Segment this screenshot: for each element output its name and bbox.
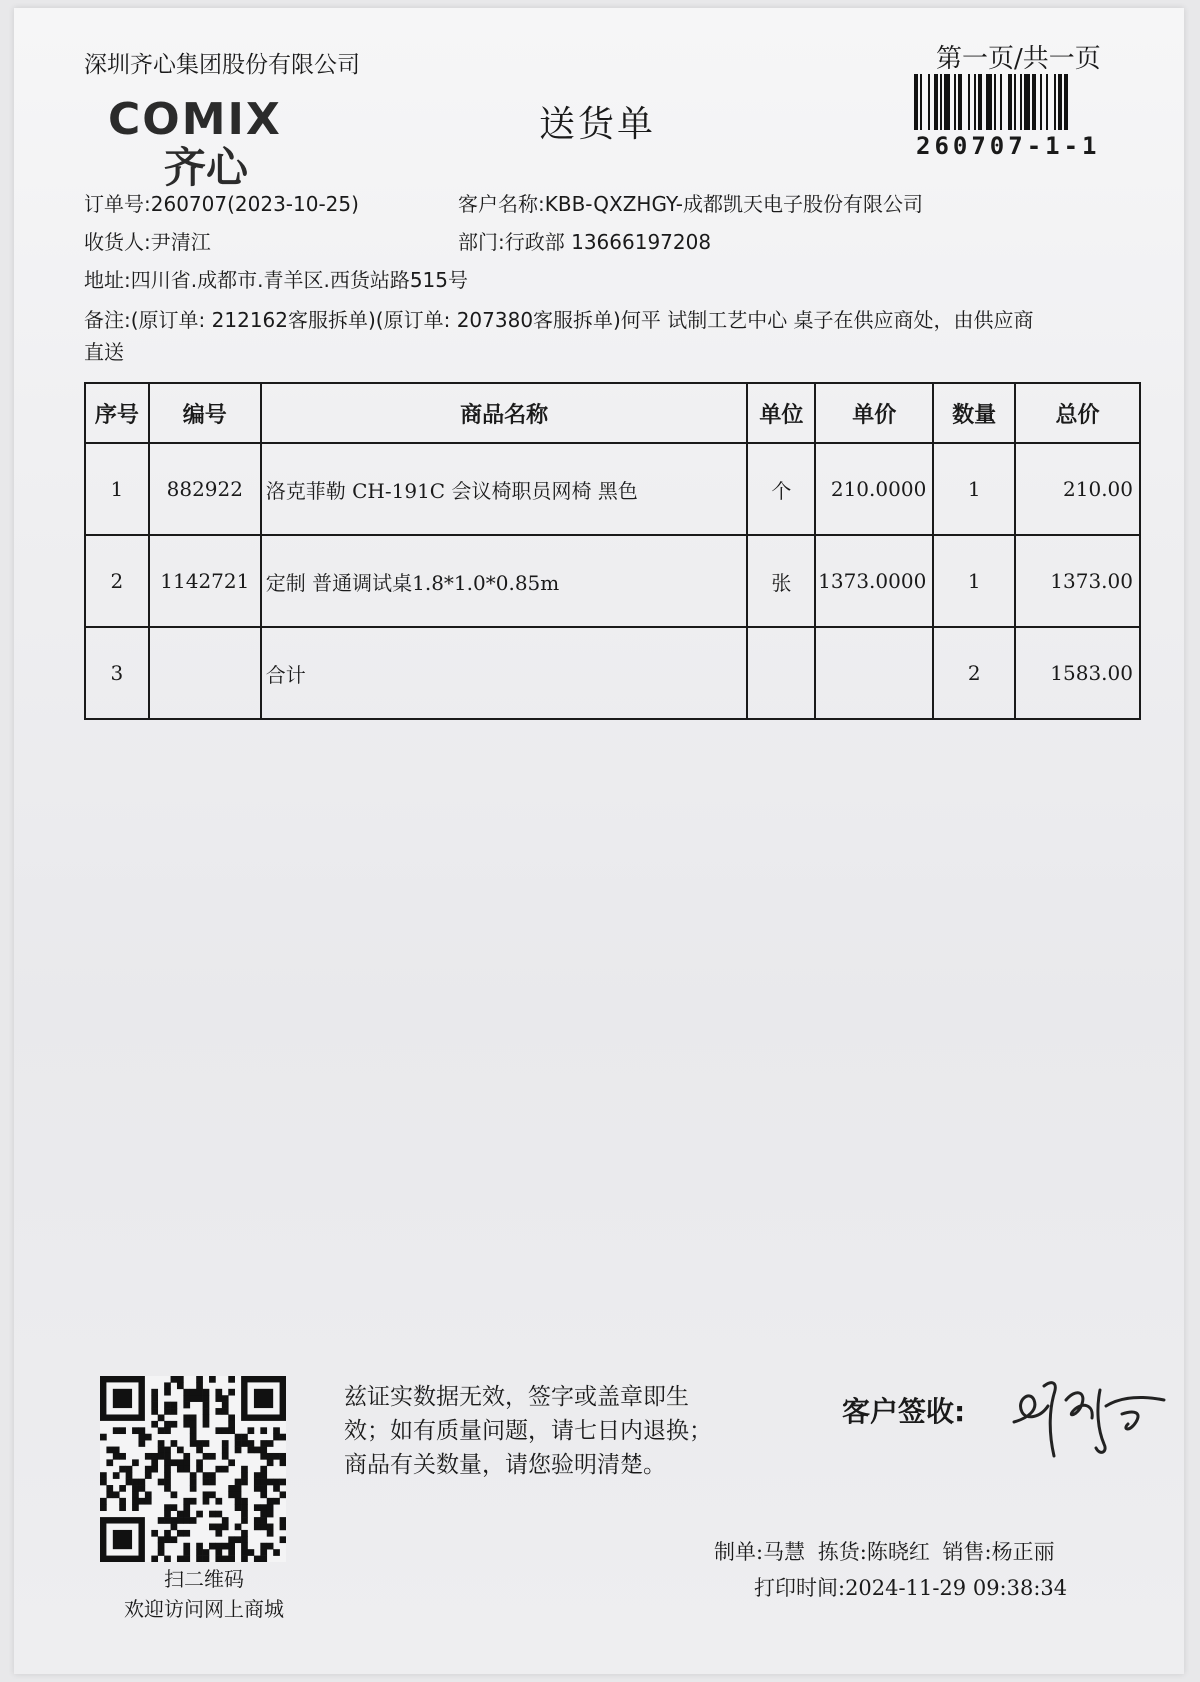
cell-unit: 个 xyxy=(747,443,815,535)
qr-caption-line2: 欢迎访问网上商城 xyxy=(124,1597,284,1621)
header-index: 序号 xyxy=(85,383,149,443)
qr-code-icon xyxy=(100,1376,286,1562)
delivery-note-paper xyxy=(14,8,1184,1674)
cell-index: 3 xyxy=(85,627,149,719)
cell-quantity: 1 xyxy=(933,443,1015,535)
address-label: 地址: xyxy=(84,268,131,292)
cell-code: 1142721 xyxy=(149,535,261,627)
header-quantity: 数量 xyxy=(933,383,1015,443)
header-total: 总价 xyxy=(1015,383,1140,443)
cell-quantity: 1 xyxy=(933,535,1015,627)
signature-label: 客户签收: xyxy=(842,1395,966,1428)
cell-code: 882922 xyxy=(149,443,261,535)
cell-unit-price: 1373.0000 xyxy=(815,535,933,627)
remark-line2: 直送 xyxy=(84,340,124,364)
order-label: 订单号: xyxy=(84,192,151,216)
cell-total: 210.00 xyxy=(1015,443,1140,535)
cell-index: 2 xyxy=(85,535,149,627)
remark-label: 备注: xyxy=(84,308,131,332)
cell-product-name: 定制 普通调试桌1.8*1.0*0.85m xyxy=(261,535,748,627)
dept-label: 部门: xyxy=(458,230,505,254)
cell-unit xyxy=(747,627,815,719)
cell-total: 1583.00 xyxy=(1015,627,1140,719)
handwritten-signature xyxy=(1004,1360,1174,1480)
logo-text-en: COMIX xyxy=(108,94,282,145)
header-unit-price: 单价 xyxy=(815,383,933,443)
comix-logo xyxy=(106,94,336,194)
cell-product-name: 洛克菲勒 CH-191C 会议椅职员网椅 黑色 xyxy=(261,443,748,535)
barcode-icon xyxy=(912,74,1136,130)
cell-product-name: 合计 xyxy=(261,627,748,719)
table-row xyxy=(85,443,1140,535)
items-table xyxy=(84,382,1141,720)
order-number xyxy=(84,188,359,217)
notice-line1: 兹证实数据无效，签字或盖章即生 xyxy=(344,1384,689,1410)
logo-text-cn: 齐心 xyxy=(164,143,249,192)
address xyxy=(84,264,468,293)
receiver xyxy=(84,226,211,255)
print-time: 打印时间:2024-11-29 09:38:34 xyxy=(754,1576,1068,1600)
address-value: 四川省.成都市.青羊区.西货站路515号 xyxy=(130,268,468,292)
cell-unit-price: 210.0000 xyxy=(815,443,933,535)
qr-caption xyxy=(104,1564,304,1624)
header-unit: 单位 xyxy=(747,383,815,443)
customer-name xyxy=(458,188,923,217)
cell-total: 1373.00 xyxy=(1015,535,1140,627)
table-header-row xyxy=(85,383,1140,443)
cell-unit: 张 xyxy=(747,535,815,627)
customer-label: 客户名称: xyxy=(458,192,545,216)
cell-unit-price xyxy=(815,627,933,719)
remark xyxy=(84,304,1034,333)
page-info: 第一页/共一页 xyxy=(936,44,1101,74)
header-code: 编号 xyxy=(149,383,261,443)
staff-line: 制单:马慧 拣货:陈晓红 销售:杨正丽 xyxy=(714,1540,1055,1564)
notice-line3: 商品有关数量，请您验明清楚。 xyxy=(344,1452,666,1478)
receiver-label: 收货人: xyxy=(84,230,151,254)
department xyxy=(458,226,711,255)
document-title: 送货单 xyxy=(539,104,657,145)
table-row xyxy=(85,535,1140,627)
header-product-name: 商品名称 xyxy=(261,383,748,443)
cell-quantity: 2 xyxy=(933,627,1015,719)
customer-value: KBB-QXZHGY-成都凯天电子股份有限公司 xyxy=(544,192,924,216)
qr-caption-line1: 扫二维码 xyxy=(164,1567,244,1591)
remark-value: (原订单: 212162客服拆单)(原订单: 207380客服拆单)何平 试制工艺中心 桌子在供应商处，由供应商 xyxy=(130,308,1034,332)
receiver-value: 尹清江 xyxy=(150,230,211,254)
notice-line2: 效；如有质量问题，请七日内退换； xyxy=(344,1418,712,1444)
company-name: 深圳齐心集团股份有限公司 xyxy=(84,52,360,78)
barcode-number: 260707-1-1 xyxy=(916,132,1101,160)
notice-text xyxy=(344,1380,764,1482)
dept-value: 行政部 13666197208 xyxy=(504,230,712,254)
order-value: 260707(2023-10-25) xyxy=(150,192,359,216)
table-total-row xyxy=(85,627,1140,719)
cell-code xyxy=(149,627,261,719)
cell-index: 1 xyxy=(85,443,149,535)
